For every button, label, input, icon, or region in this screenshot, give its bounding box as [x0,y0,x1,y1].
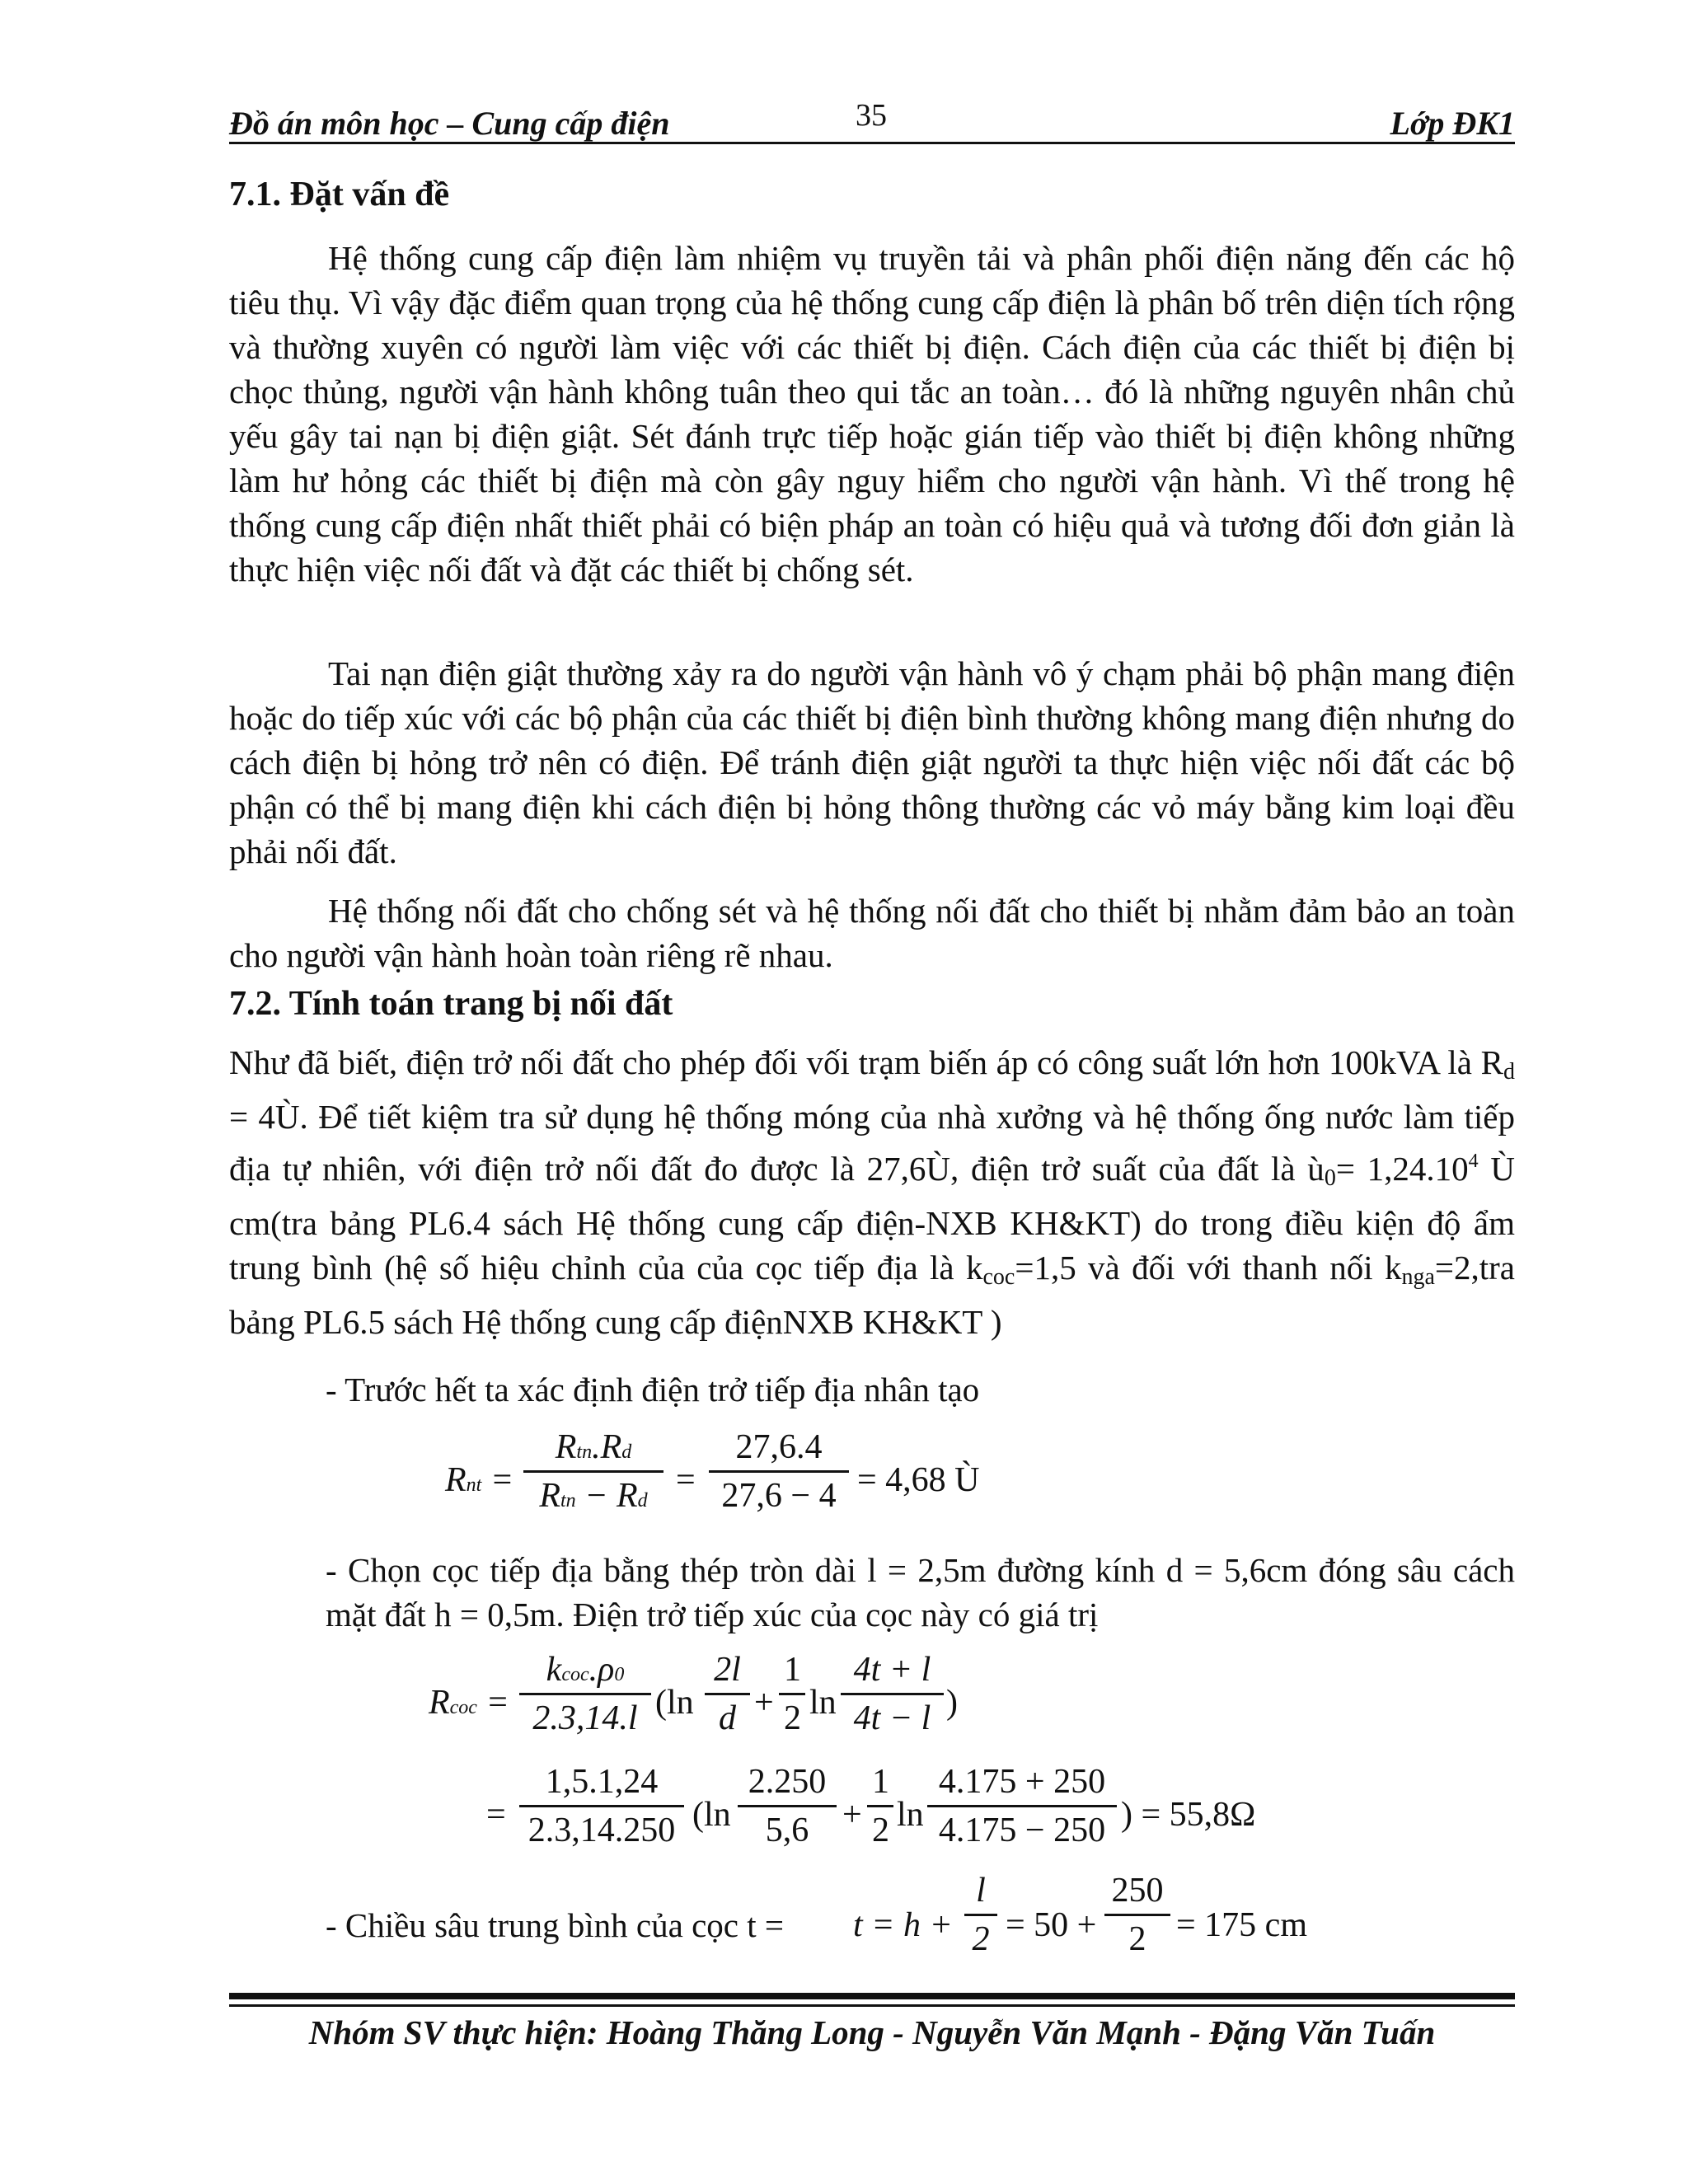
section-heading-7-2: 7.2. Tính toán trang bị nối đất [229,985,673,1023]
paragraph-7-1-grounding-systems: Hệ thống nối đất cho chống sét và hệ thống nối đất cho thiết bị nhằm đảm bảo an toàn cho người vận hành hoàn toàn riêng rẽ nhau. [229,892,1515,974]
page-number: 35 [856,98,887,133]
fraction-2l-d: 2l d [705,1650,750,1738]
footer-divider-thin [229,2004,1515,2007]
formula-rcoc-numeric: = 1,5.1,24 2.3,14.250 (ln 2.250 5,6 + 1 2 ln 4.175 + 250 4.175 − 250 ) = 55,8Ω [486,1763,1256,1849]
header-class-name: Lớp ĐK1 [1390,105,1515,142]
section-heading-7-1: 7.1. Đặt vấn đề [229,176,450,213]
fraction-numeric-rnt: 27,6.4 27,6 − 4 [709,1427,849,1516]
fraction-l-2: l 2 [964,1871,997,1959]
fraction-numeric-2l-d: 2.250 5,6 [738,1762,837,1850]
step-average-depth: - Chiều sâu trung bình của cọc t = [326,1906,784,1944]
step-choose-rod: - Chọn cọc tiếp địa bằng thép tròn dài l = 2,5m đường kính d = 5,6cm đóng sâu cách mặt đất h = 0,5m. Điện trở tiếp xúc của cọc này có giá trị [326,1551,1515,1633]
formula-rcoc-result: ) = 55,8Ω [1121,1796,1256,1834]
paragraph-7-1-intro: Hệ thống cung cấp điện làm nhiệm vụ truyền tải và phân phối điện năng đến các hộ tiêu thụ. Vì vậy đặc điểm quan trọng của hệ thống cung cấp điện là phân bố trên diện tích rộng và thường xuyên có người làm việc với các thiết bị điện. Cách điện của các thiết bị điện bị chọc thủng, người vận hành không tuân theo qui tắc an toàn… đó là những nguyên nhân chủ yếu gây tai nạn bị điện giật. Sét đánh trực tiếp hoặc gián tiếp vào thiết bị điện không những làm hư hỏng các thiết bị điện mà còn gây nguy hiểm cho người vận hành. Vì thế trong hệ thống cung cấp điện nhất thiết phải có biện pháp an toàn có hiệu quả và tương đối đơn giản là thực hiện việc nối đất và đặt các thiết bị chống sét. [229,239,1515,588]
header-divider [229,142,1515,144]
formula-rnt-result: = 4,68 Ù [857,1461,980,1499]
fraction-kcoc-rho: kcoc.ρ0 2.3,14.l [519,1650,651,1738]
formula-rcoc-general: Rcoc = kcoc.ρ0 2.3,14.l (ln 2l d + 1 2 ln 4t + l 4t − l ) [429,1651,958,1737]
paragraph-7-2-given-data: Như đã biết, điện trở nối đất cho phép đối vối trạm biến áp có công suất lớn hơn 100kVA là Rd = 4Ù. Để tiết kiệm tra sử dụng hệ thống móng của nhà xưởng và hệ thống ống nước làm tiếp địa tự nhiên, với điện trở nối đất đo được là 27,6Ù, điện trở suất của đất là ù0= $1,24.10^4$ Ù cm(tra bảng PL6.4 sách Hệ thống cung cấp điện-NXB KH&KT) do trong điều kiện độ ẩm trung bình (hệ số hiệu chỉnh của của cọc tiếp địa là kcoc=1,5 và đối với thanh nối knga=2,tra bảng PL6.5 sách Hệ thống cung cấp điệnNXB KH&KT ) [229,1043,1516,1341]
fraction-numeric-kcoc: 1,5.1,24 2.3,14.250 [519,1762,684,1850]
footer-authors: Nhóm SV thực hiện: Hoàng Thăng Long - Nguyễn Văn Mạnh - Đặng Văn Tuấn [308,2013,1436,2051]
page-header [229,97,1515,140]
paragraph-7-1-accidents: Tai nạn điện giật thường xảy ra do người vận hành vô ý chạm phải bộ phận mang điện hoặc do tiếp xúc với các bộ phận của các thiết bị điện bình thường không mang điện nhưng do cách điện bị hỏng trở nên có điện. Để tránh điện giật người ta thực hiện việc nối đất các bộ phận có thể bị mang điện khi cách điện bị hỏng thông thường các vỏ máy bằng kim loại đều phải nối đất. [229,654,1515,870]
header-course-title: Đồ án môn học – Cung cấp điện [229,105,670,142]
formula-rnt: Rnt = Rtn.Rd Rtn − Rd = 27,6.4 27,6 − 4 = 4,68 Ù [445,1428,980,1515]
fraction-numeric-half: 1 2 [867,1762,893,1850]
fraction-numeric-4t-l: 4.175 + 250 4.175 − 250 [927,1762,1117,1850]
fraction-half: 1 2 [779,1650,805,1738]
footer-divider-thick [229,1993,1515,1999]
fraction-rtn-rd: Rtn.Rd Rtn − Rd [523,1427,663,1516]
fraction-4t-l: 4t + l 4t − l [841,1650,944,1738]
step-artificial-resistance: - Trước hết ta xác định điện trở tiếp địa nhân tạo [326,1371,980,1408]
formula-average-depth: t = h + l 2 = 50 + 250 2 = 175 cm [853,1872,1307,1958]
fraction-250-2: 250 2 [1104,1871,1170,1959]
formula-average-depth-result: = 175 cm [1176,1906,1307,1944]
